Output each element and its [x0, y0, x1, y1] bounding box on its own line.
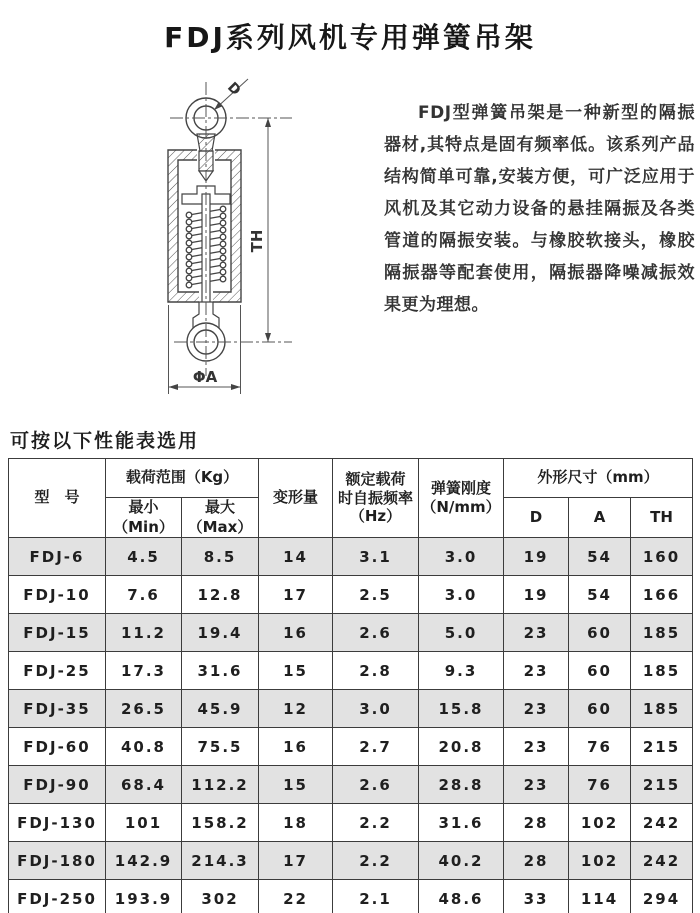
col-header-dimensions: 外形尺寸（mm） — [504, 459, 693, 498]
cell-min: 68.4 — [106, 766, 182, 804]
cell-max: 75.5 — [182, 728, 259, 766]
cell-min: 40.8 — [106, 728, 182, 766]
cell-d: 23 — [504, 728, 569, 766]
cell-min: 4.5 — [106, 538, 182, 576]
cell-min: 26.5 — [106, 690, 182, 728]
cell-d: 28 — [504, 842, 569, 880]
cell-model: FDJ-180 — [9, 842, 106, 880]
cell-a: 76 — [569, 766, 631, 804]
table-row — [9, 538, 693, 576]
table-row — [9, 690, 693, 728]
cell-frequency: 2.8 — [333, 652, 419, 690]
col-header-dim-a: A — [569, 498, 631, 538]
cell-model: FDJ-25 — [9, 652, 106, 690]
cell-stiffness: 40.2 — [419, 842, 504, 880]
cell-model: FDJ-15 — [9, 614, 106, 652]
spring-hanger-diagram — [78, 78, 378, 410]
cell-deformation: 22 — [259, 880, 333, 913]
frequency-header-line: 时自振频率 — [337, 488, 413, 507]
col-header-dim-th: TH — [631, 498, 693, 538]
page-title: FDJ系列风机专用弹簧吊架 — [164, 21, 536, 54]
cell-model: FDJ-130 — [9, 804, 106, 842]
cell-th: 185 — [631, 690, 693, 728]
cell-a: 114 — [569, 880, 631, 913]
cell-deformation: 17 — [259, 842, 333, 880]
product-description: FDJ型弹簧吊架是一种新型的隔振器材,其特点是固有频率低。该系列产品结构简单可靠,安装方便，可广泛应用于风机及其它动力设备的悬挂隔振及各类管道的隔振安装。与橡胶软接头，橡胶隔振器等配套使用，隔振器降噪减振效果更为理想。 — [384, 103, 695, 315]
dimension-d — [214, 79, 248, 110]
cell-frequency: 2.2 — [333, 842, 419, 880]
cell-model: FDJ-90 — [9, 766, 106, 804]
cell-min: 17.3 — [106, 652, 182, 690]
stiffness-header-line: 弹簧刚度 — [430, 479, 491, 498]
frequency-header-line: （Hz） — [349, 507, 402, 526]
cell-max: 12.8 — [182, 576, 259, 614]
cell-frequency: 2.5 — [333, 576, 419, 614]
cell-stiffness: 28.8 — [419, 766, 504, 804]
col-header-model: 型 号 — [9, 459, 106, 538]
cell-a: 60 — [569, 652, 631, 690]
table-row — [9, 728, 693, 766]
cell-deformation: 18 — [259, 804, 333, 842]
cell-th: 185 — [631, 614, 693, 652]
cell-max: 45.9 — [182, 690, 259, 728]
cell-frequency: 2.2 — [333, 804, 419, 842]
table-row — [9, 614, 693, 652]
cell-deformation: 16 — [259, 728, 333, 766]
col-header-dim-d: D — [504, 498, 569, 538]
cell-model: FDJ-10 — [9, 576, 106, 614]
spec-table-body — [9, 538, 693, 913]
cell-a: 60 — [569, 614, 631, 652]
cell-deformation: 14 — [259, 538, 333, 576]
table-row — [9, 576, 693, 614]
cell-stiffness: 9.3 — [419, 652, 504, 690]
cell-th: 294 — [631, 880, 693, 913]
col-header-stiffness — [419, 459, 504, 538]
table-row — [9, 766, 693, 804]
cell-d: 23 — [504, 766, 569, 804]
cell-stiffness: 15.8 — [419, 690, 504, 728]
cell-stiffness: 5.0 — [419, 614, 504, 652]
cell-deformation: 15 — [259, 766, 333, 804]
stiffness-header-line: （N/mm） — [421, 498, 501, 516]
label-d: D — [224, 79, 244, 99]
cell-model: FDJ-60 — [9, 728, 106, 766]
cell-frequency: 3.0 — [333, 690, 419, 728]
cell-min: 7.6 — [106, 576, 182, 614]
cell-min: 193.9 — [106, 880, 182, 913]
col-header-deformation: 变形量 — [259, 459, 333, 538]
table-row — [9, 842, 693, 880]
cell-frequency: 3.1 — [333, 538, 419, 576]
cell-deformation: 16 — [259, 614, 333, 652]
cell-th: 242 — [631, 804, 693, 842]
cell-max: 31.6 — [182, 652, 259, 690]
cell-d: 19 — [504, 576, 569, 614]
cell-d: 28 — [504, 804, 569, 842]
cell-th: 160 — [631, 538, 693, 576]
central-rod — [202, 194, 210, 318]
cell-th: 215 — [631, 728, 693, 766]
cell-min: 142.9 — [106, 842, 182, 880]
cell-stiffness: 3.0 — [419, 538, 504, 576]
col-header-load-max: 最大（Max） — [182, 498, 259, 538]
spec-table — [8, 458, 693, 913]
cell-frequency: 2.7 — [333, 728, 419, 766]
cell-frequency: 2.6 — [333, 614, 419, 652]
cell-a: 54 — [569, 538, 631, 576]
cell-a: 76 — [569, 728, 631, 766]
cell-max: 112.2 — [182, 766, 259, 804]
table-row — [9, 652, 693, 690]
dimension-th — [248, 118, 271, 342]
cell-deformation: 17 — [259, 576, 333, 614]
cell-th: 185 — [631, 652, 693, 690]
cell-th: 166 — [631, 576, 693, 614]
col-header-load-min: 最小（Min） — [106, 498, 182, 538]
cell-max: 8.5 — [182, 538, 259, 576]
cell-max: 19.4 — [182, 614, 259, 652]
cell-min: 101 — [106, 804, 182, 842]
cell-stiffness: 31.6 — [419, 804, 504, 842]
cell-model: FDJ-6 — [9, 538, 106, 576]
cell-model: FDJ-250 — [9, 880, 106, 913]
cell-th: 242 — [631, 842, 693, 880]
table-row — [9, 880, 693, 913]
col-header-load-range: 载荷范围（Kg） — [106, 459, 259, 498]
cell-stiffness: 3.0 — [419, 576, 504, 614]
cell-th: 215 — [631, 766, 693, 804]
cell-a: 60 — [569, 690, 631, 728]
cell-d: 19 — [504, 538, 569, 576]
label-phi-a: ΦA — [192, 368, 218, 386]
cell-a: 102 — [569, 842, 631, 880]
cell-d: 33 — [504, 880, 569, 913]
col-header-frequency — [333, 459, 419, 538]
cell-max: 158.2 — [182, 804, 259, 842]
cell-max: 214.3 — [182, 842, 259, 880]
cell-frequency: 2.6 — [333, 766, 419, 804]
cell-deformation: 12 — [259, 690, 333, 728]
table-row — [9, 804, 693, 842]
cell-a: 102 — [569, 804, 631, 842]
cell-d: 23 — [504, 690, 569, 728]
section-label: 可按以下性能表选用 — [10, 430, 200, 452]
cell-stiffness: 20.8 — [419, 728, 504, 766]
cell-stiffness: 48.6 — [419, 880, 504, 913]
frequency-header-line: 额定载荷 — [345, 469, 406, 488]
cell-deformation: 15 — [259, 652, 333, 690]
label-th: TH — [248, 229, 266, 253]
cell-d: 23 — [504, 614, 569, 652]
cell-min: 11.2 — [106, 614, 182, 652]
cell-d: 23 — [504, 652, 569, 690]
cell-frequency: 2.1 — [333, 880, 419, 913]
cell-max: 302 — [182, 880, 259, 913]
cell-a: 54 — [569, 576, 631, 614]
cell-model: FDJ-35 — [9, 690, 106, 728]
